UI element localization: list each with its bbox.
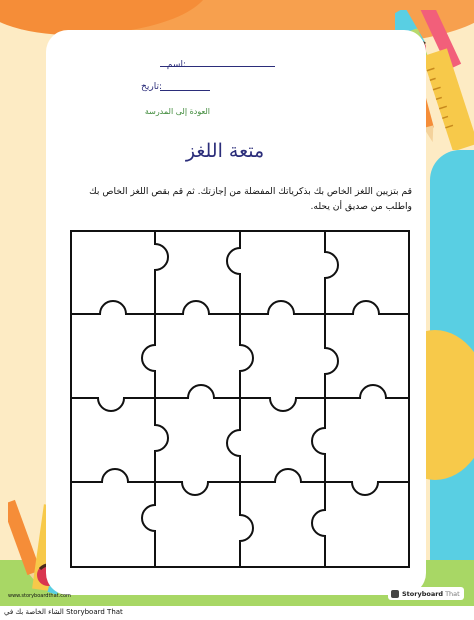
name-label: :اسم: [166, 60, 186, 70]
name-line: [160, 66, 275, 67]
footer-credit: Storyboard That الشاء الخاصة بك في: [4, 608, 123, 616]
logo-brand: Storyboard: [402, 589, 444, 598]
logo-suffix: That: [445, 589, 460, 598]
instructions-text: قم بتزيين اللغز الخاص بك بذكرياتك المفضلة من إجازتك. ثم قم بقص اللغز الخاص بك واطلب من صديق أن يحله.: [89, 186, 412, 212]
website-url: www.storyboardthat.com: [8, 593, 71, 599]
logo-icon: [391, 590, 399, 598]
date-line: [160, 90, 210, 91]
date-label: :تاريخ: [141, 82, 162, 92]
back-to-school-text: العودة إلى المدرسة: [144, 107, 210, 116]
jigsaw-puzzle-grid: [70, 230, 410, 568]
page-title: متعة اللغز: [185, 140, 265, 162]
storyboardthat-logo[interactable]: [388, 587, 464, 600]
